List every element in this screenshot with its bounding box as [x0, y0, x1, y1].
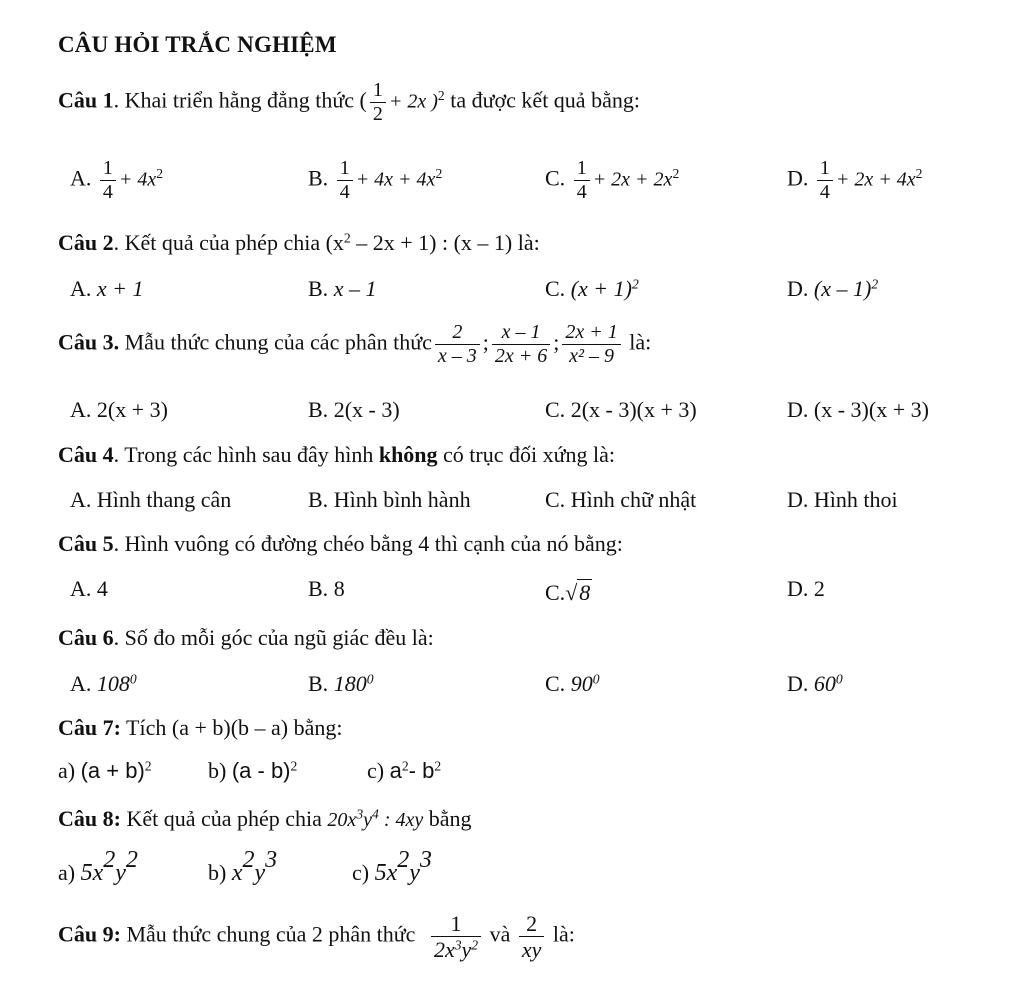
option-a[interactable]: A. $108^0$: [70, 671, 137, 696]
question-6: Câu 6. Số đo mỗi góc của ngũ giác đều là:: [58, 625, 434, 650]
option-c[interactable]: C. $(x + 1)^2$: [545, 276, 639, 301]
option-a[interactable]: A. 2(x + 3): [70, 397, 168, 422]
option-c[interactable]: C.√8: [545, 580, 591, 605]
question-label: Câu 9:: [58, 921, 121, 947]
option-b[interactable]: B. Hình bình hành: [308, 487, 471, 512]
question-label: Câu 6: [58, 625, 114, 650]
question-label: Câu 5: [58, 531, 114, 556]
question-1: Câu 1. Khai triển hằng đẳng thức ( $\frac{1}{2}$ + 2x )$^2$ ta được kết quả bằng:: [58, 79, 640, 125]
question-3: Câu 3. Mẫu thức chung của các phân thức $\frac{2}{x - 3}$ ; $\frac{x - 1}{2x + 6}$ ; $\frac{2x + 1}{\text{x² – 9}}$ là:: [58, 321, 652, 367]
option-a[interactable]: a) $(a + b)^2$: [58, 758, 152, 783]
question-label: Câu 7:: [58, 715, 121, 740]
option-b[interactable]: b) (a - b)$^2$: [208, 758, 298, 783]
option-c[interactable]: c) $5x^2y^3$: [352, 847, 432, 887]
option-b[interactable]: b) $x^2y^3$: [208, 847, 278, 887]
question-9: Câu 9: Mẫu thức chung của 2 phân thức $\frac{1}{2x^3y^2}$ và $\frac{2}{xy}$ là:: [58, 911, 575, 963]
question-label: Câu 3.: [58, 329, 120, 355]
option-d[interactable]: D. Hình thoi: [787, 487, 898, 512]
option-d[interactable]: D. $\frac{1}{4}$ + $2x + 4x^2$: [787, 157, 923, 203]
option-d[interactable]: D. $60^0$: [787, 671, 843, 696]
option-a[interactable]: A. $\frac{1}{4}$ + $4x^2$: [70, 157, 164, 203]
option-c[interactable]: C. 2(x - 3)(x + 3): [545, 397, 697, 422]
option-b[interactable]: B. $180^0$: [308, 671, 374, 696]
question-8: Câu 8: Kết quả của phép chia $20x^3y^4$ : 4xy bằng: [58, 806, 472, 831]
question-2: Câu 2. Kết quả của phép chia $(x^2 - 2x + 1)$ : (x – 1) là:: [58, 230, 540, 255]
question-label: Câu 8:: [58, 806, 121, 831]
option-a[interactable]: A. x + 1: [70, 276, 144, 301]
option-d[interactable]: D. 2: [787, 576, 825, 601]
sqrt-symbol: √: [565, 580, 578, 605]
option-c[interactable]: C. $90^0$: [545, 671, 600, 696]
option-b[interactable]: B. $\frac{1}{4}$ + $4x + 4x^2$: [308, 157, 443, 203]
question-7: Câu 7: Tích (a + b)(b – a) bằng:: [58, 715, 343, 740]
option-a[interactable]: A. 4: [70, 576, 108, 601]
page-title: CÂU HỎI TRẮC NGHIỆM: [58, 32, 337, 57]
question-label: Câu 2: [58, 230, 114, 255]
option-b[interactable]: B. 2(x - 3): [308, 397, 400, 422]
option-a[interactable]: a) $5x^2y^2$: [58, 847, 138, 887]
option-c[interactable]: c) $a^2-$ $b^2$: [367, 758, 442, 783]
question-label: Câu 4: [58, 442, 114, 467]
question-5: Câu 5. Hình vuông có đường chéo bằng 4 thì cạnh của nó bằng:: [58, 531, 623, 556]
option-d[interactable]: D. (x – 1)$^2$: [787, 276, 879, 301]
option-b[interactable]: B. x – 1: [308, 276, 377, 301]
option-c[interactable]: C. $\frac{1}{4}$ + $2x + 2x^2$: [545, 157, 680, 203]
option-a[interactable]: A. Hình thang cân: [70, 487, 232, 512]
option-b[interactable]: B. 8: [308, 576, 345, 601]
option-c[interactable]: C. Hình chữ nhật: [545, 487, 697, 512]
question-4: Câu 4. Trong các hình sau đây hình không có trục đối xứng là:: [58, 442, 616, 467]
option-d[interactable]: D. (x - 3)(x + 3): [787, 397, 929, 422]
question-label: Câu 1: [58, 87, 114, 113]
